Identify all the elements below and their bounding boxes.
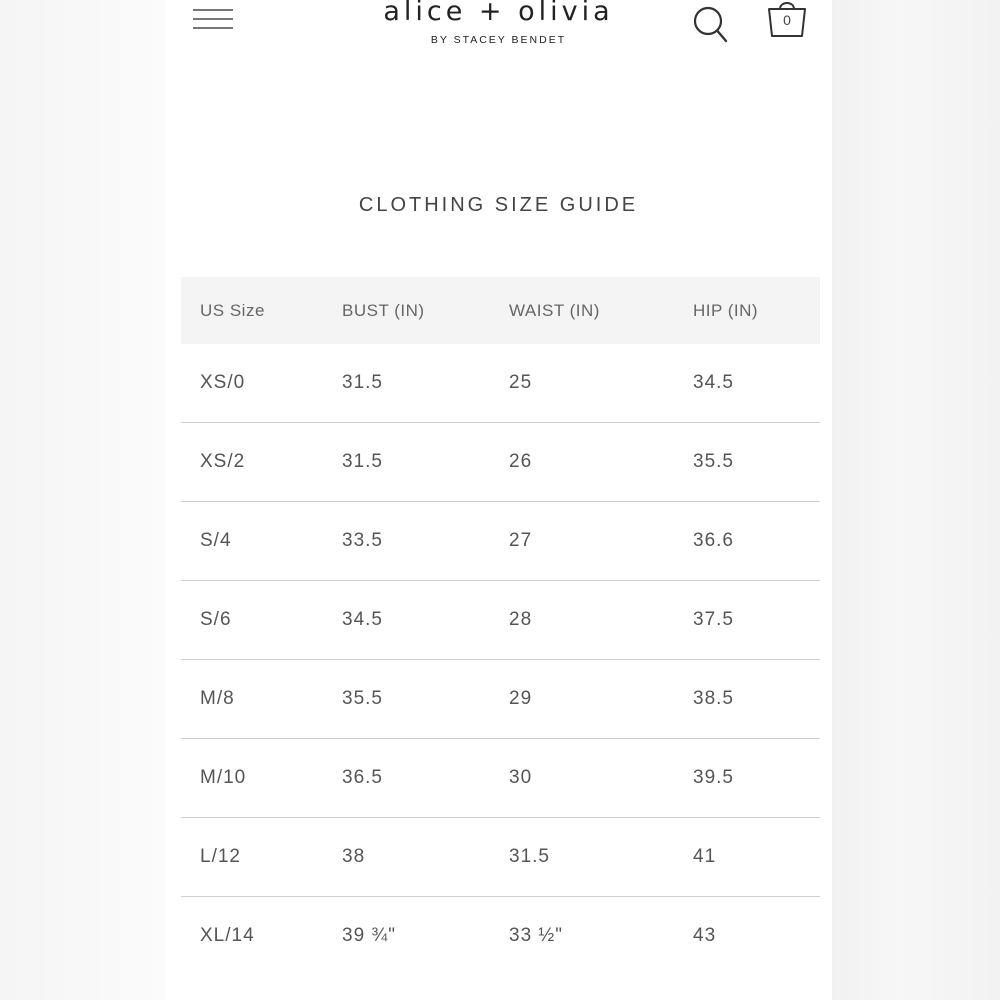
search-button[interactable] xyxy=(691,2,731,44)
cell-size: S/6 xyxy=(200,609,232,630)
brand-tagline: BY STACEY BENDET xyxy=(430,34,567,46)
cell-bust: 35.5 xyxy=(342,688,383,709)
cell-hip: 38.5 xyxy=(693,688,734,709)
cell-bust: 31.5 xyxy=(342,451,383,472)
column-header-hip: HIP (IN) xyxy=(693,300,759,320)
background-left xyxy=(0,0,165,1000)
brand-name: alice + olivia xyxy=(383,0,614,27)
cell-bust: 36.5 xyxy=(342,767,383,788)
cell-hip: 37.5 xyxy=(693,609,734,630)
cell-bust: 31.5 xyxy=(342,372,383,393)
table-row xyxy=(181,344,820,423)
cell-bust: 39 ¾" xyxy=(342,925,397,946)
cell-hip: 34.5 xyxy=(693,372,734,393)
cell-waist: 26 xyxy=(509,451,533,472)
cell-hip: 36.6 xyxy=(693,530,734,551)
cart-button[interactable] xyxy=(765,0,809,42)
cell-size: XS/2 xyxy=(200,451,246,472)
search-icon xyxy=(691,2,731,44)
page-title: CLOTHING SIZE GUIDE xyxy=(358,194,639,216)
cell-hip: 35.5 xyxy=(693,451,734,472)
size-table xyxy=(181,277,820,975)
cell-waist: 30 xyxy=(509,767,533,788)
cell-size: L/12 xyxy=(200,846,241,867)
site-header xyxy=(165,0,832,60)
cell-bust: 33.5 xyxy=(342,530,383,551)
table-row xyxy=(181,739,820,818)
cell-size: M/10 xyxy=(200,767,247,788)
cell-waist: 28 xyxy=(509,609,533,630)
cell-hip: 43 xyxy=(693,925,717,946)
cart-count-badge: 0 xyxy=(783,12,791,28)
column-header-bust: BUST (IN) xyxy=(342,300,425,320)
background-right xyxy=(832,0,1000,1000)
cell-waist: 33 ½" xyxy=(509,925,564,946)
cell-hip: 39.5 xyxy=(693,767,734,788)
table-row xyxy=(181,423,820,502)
brand-logo[interactable] xyxy=(165,0,832,46)
cell-bust: 34.5 xyxy=(342,609,383,630)
column-header-us-size: US Size xyxy=(200,300,265,320)
cell-size: M/8 xyxy=(200,688,235,709)
cell-size: XL/14 xyxy=(200,925,255,946)
table-row xyxy=(181,502,820,581)
column-header-waist: WAIST (IN) xyxy=(509,300,600,320)
cell-waist: 27 xyxy=(509,530,533,551)
cell-waist: 29 xyxy=(509,688,533,709)
cell-hip: 41 xyxy=(693,846,717,867)
cell-waist: 31.5 xyxy=(509,846,550,867)
cell-waist: 25 xyxy=(509,372,533,393)
table-row xyxy=(181,818,820,897)
table-row xyxy=(181,660,820,739)
table-row xyxy=(181,581,820,660)
page xyxy=(165,0,832,1000)
cell-bust: 38 xyxy=(342,846,366,867)
cell-size: XS/0 xyxy=(200,372,246,393)
table-header-row xyxy=(181,277,820,344)
table-row xyxy=(181,897,820,975)
cell-size: S/4 xyxy=(200,530,232,551)
